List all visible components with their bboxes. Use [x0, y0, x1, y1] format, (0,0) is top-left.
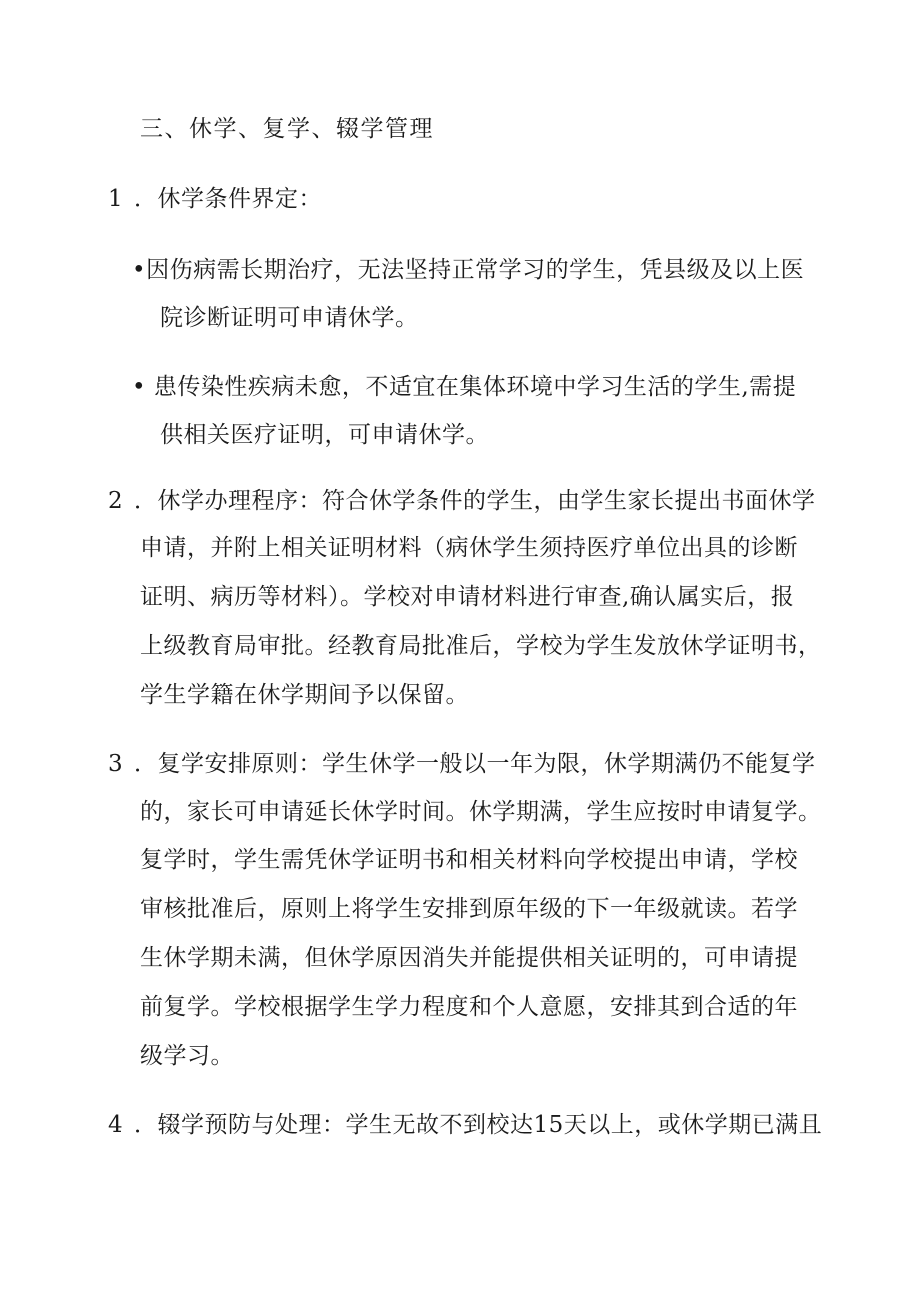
item-3-line-6: 前复学。学校根据学生学力程度和个人意愿，安排其到合适的年	[140, 994, 798, 1020]
item-number: 3	[108, 751, 124, 777]
item-1-line-1: 1 ．休学条件界定：	[108, 186, 322, 212]
item-3-line-2: 的，家长可申请延长休学时间。休学期满，学生应按时申请复学。	[140, 799, 822, 825]
item-3-line-4: 审核批准后，原则上将学生安排到原年级的下一年级就读。若学	[140, 896, 798, 922]
item-2-line-2: 申请，并附上相关证明材料（病休学生须持医疗单位出具的诊断	[140, 535, 798, 561]
item-2-line-4: 上级教育局审批。经教育局批准后，学校为学生发放休学证明书，	[140, 633, 822, 659]
item-3-line-5: 生休学期未满，但休学原因消失并能提供相关证明的，可申请提	[140, 945, 798, 971]
bullet-2-line-1: • 患传染性疾病未愈，不适宜在集体环境中学习生活的学生,需提	[132, 374, 797, 400]
item-number: 4	[108, 1112, 124, 1138]
item-2-line-1: 2 ．休学办理程序：符合休学条件的学生，由学生家长提出书面休学	[108, 488, 816, 514]
bullet-2-line-2: 供相关医疗证明，可申请休学。	[160, 422, 489, 448]
item-number: 2	[108, 488, 124, 514]
item-2-line-3: 证明、病历等材料）。学校对申请材料进行审查,确认属实后，报	[140, 584, 795, 610]
bullet-1-line-2: 院诊断证明可申请休学。	[160, 305, 419, 331]
item-2-line-5: 学生学籍在休学期间予以保留。	[140, 682, 469, 708]
item-3-line-1: 3 ．复学安排原则：学生休学一般以一年为限，休学期满仍不能复学	[108, 751, 816, 777]
section-heading: 三、休学、复学、辍学管理	[140, 116, 434, 142]
item-number: 1	[108, 186, 124, 212]
item-3-line-3: 复学时，学生需凭休学证明书和相关材料向学校提出申请，学校	[140, 847, 798, 873]
item-3-line-7: 级学习。	[140, 1043, 234, 1069]
item-4-line-1: 4 ．辍学预防与处理：学生无故不到校达15天以上，或休学期已满且	[108, 1112, 823, 1138]
bullet-1-line-1: •因伤病需长期治疗，无法坚持正常学习的学生，凭县级及以上医	[132, 257, 805, 283]
